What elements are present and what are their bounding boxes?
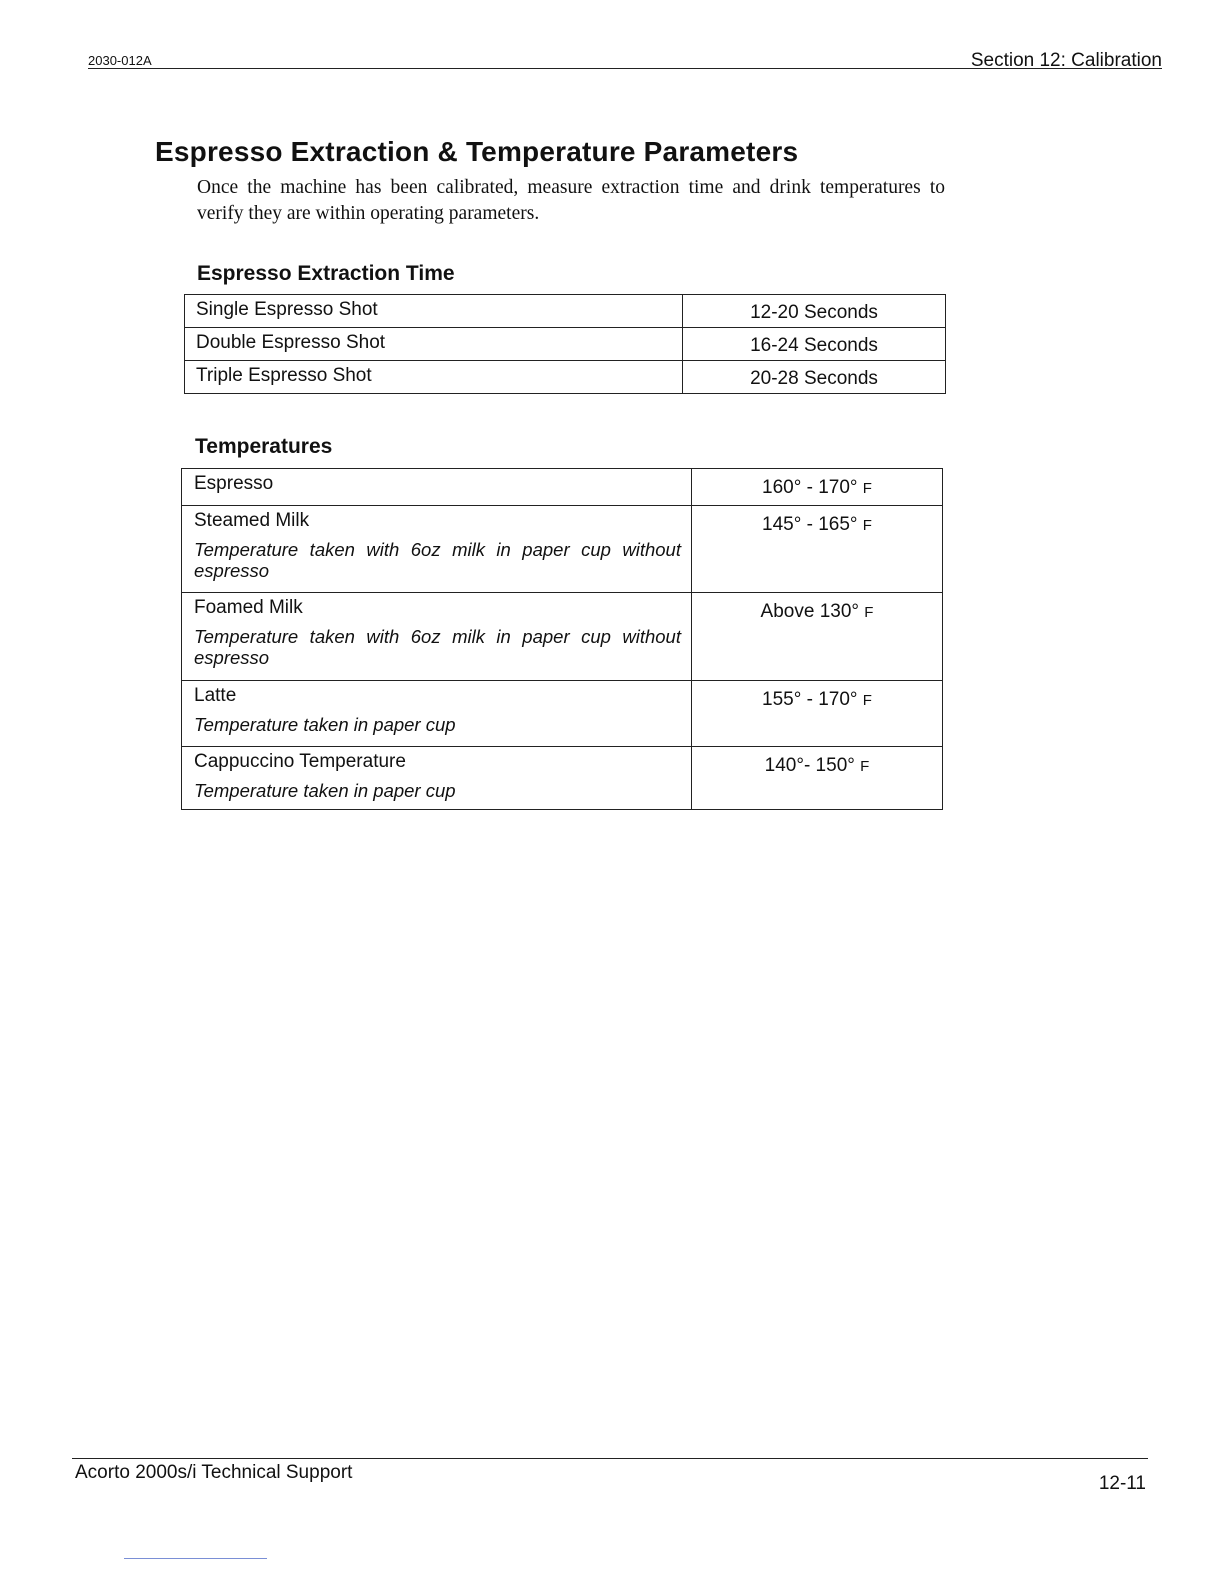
footer-product-name: Acorto 2000s/i Technical Support [75, 1462, 353, 1483]
drink-cell [182, 681, 692, 747]
shot-label: Triple Espresso Shot [185, 361, 683, 394]
range-text: 155° - 170° [762, 689, 858, 710]
drink-cell [182, 506, 692, 593]
drink-note: Temperature taken in paper cup [194, 714, 456, 735]
temperature-range [692, 469, 943, 506]
footer-divider [72, 1458, 1148, 1459]
scan-artifact-line [124, 1558, 267, 1559]
drink-note: Temperature taken in paper cup [194, 780, 456, 801]
table-row [185, 328, 946, 361]
temperature-range [692, 747, 943, 810]
table-row [182, 593, 943, 681]
extraction-time-table [184, 294, 946, 394]
drink-cell [182, 469, 692, 506]
drink-cell [182, 747, 692, 810]
unit-text: F [862, 517, 872, 534]
shot-time: 20-28 Seconds [683, 361, 946, 394]
table-row [185, 295, 946, 328]
range-text: 145° - 165° [762, 514, 858, 535]
temperatures-table [181, 468, 943, 810]
drink-label: Cappuccino Temperature [194, 751, 406, 772]
table-row [185, 361, 946, 394]
shot-time: 16-24 Seconds [683, 328, 946, 361]
drink-label: Latte [194, 685, 237, 706]
temperature-range [692, 506, 943, 593]
range-text: 160° - 170° [762, 477, 858, 498]
table-row [182, 747, 943, 810]
extraction-time-heading: Espresso Extraction Time [197, 262, 455, 285]
drink-label: Espresso [194, 473, 274, 494]
page-title: Espresso Extraction & Temperature Parameters [155, 136, 799, 167]
unit-text: F [862, 692, 872, 709]
shot-label: Double Espresso Shot [185, 328, 683, 361]
table-row [182, 681, 943, 747]
drink-cell [182, 593, 692, 681]
table-row [182, 469, 943, 506]
drink-label: Steamed Milk [194, 510, 310, 531]
drink-label: Foamed Milk [194, 597, 303, 618]
unit-text: F [864, 604, 874, 621]
drink-note: Temperature taken with 6oz milk in paper cup without espresso [194, 539, 681, 581]
page-header [88, 48, 1162, 69]
unit-text: F [860, 758, 870, 775]
drink-note: Temperature taken with 6oz milk in paper cup without espresso [194, 626, 681, 668]
range-text: 140°- 150° [764, 755, 855, 776]
temperatures-heading: Temperatures [195, 435, 333, 458]
shot-time: 12-20 Seconds [683, 295, 946, 328]
unit-text: F [862, 480, 872, 497]
shot-label: Single Espresso Shot [185, 295, 683, 328]
range-text: Above 130° [760, 601, 859, 622]
section-title: Section 12: Calibration [970, 50, 1162, 71]
document-number: 2030-012A [88, 53, 152, 68]
temperature-range [692, 681, 943, 747]
page-number: 12-11 [1098, 1473, 1146, 1494]
temperature-range [692, 593, 943, 681]
intro-paragraph: Once the machine has been calibrated, measure extraction time and drink temperatures to verify they are within operating parameters. [197, 177, 945, 224]
table-row [182, 506, 943, 593]
